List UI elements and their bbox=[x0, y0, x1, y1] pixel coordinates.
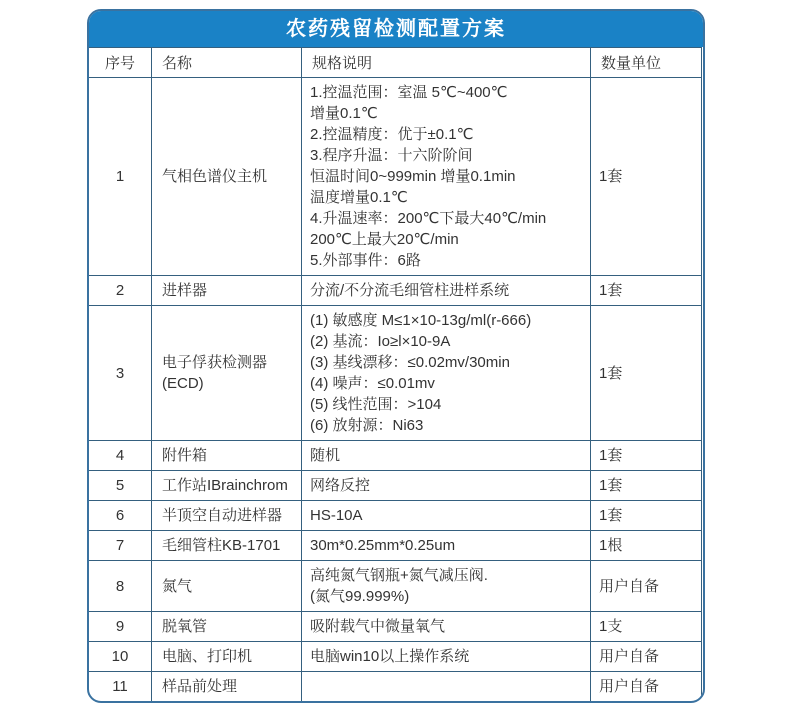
row-qty bbox=[591, 441, 702, 471]
row-qty bbox=[591, 672, 702, 702]
row-name-line: 附件箱 bbox=[162, 447, 208, 464]
row-name bbox=[152, 612, 302, 642]
row-spec-line: 1.控温范围：室温 5℃~400℃ bbox=[310, 84, 508, 101]
column-header-name: 名称 bbox=[152, 48, 302, 78]
row-name-line: (ECD) bbox=[162, 375, 204, 392]
config-plan-card bbox=[87, 9, 705, 703]
table-row bbox=[89, 561, 702, 612]
row-spec-line: HS-10A bbox=[310, 507, 363, 524]
row-index-line: 8 bbox=[115, 577, 125, 595]
row-spec-line: 5.外部事件：6路 bbox=[310, 252, 421, 269]
row-qty-line: 1套 bbox=[599, 168, 623, 185]
row-qty bbox=[591, 501, 702, 531]
row-name bbox=[152, 561, 302, 612]
row-spec-line: 4.升温速率：200℃下最大40℃/min bbox=[310, 210, 547, 227]
row-name-line: 电脑、打印机 bbox=[162, 648, 253, 665]
row-index bbox=[89, 612, 152, 642]
row-index bbox=[89, 642, 152, 672]
column-header-qty: 数量单位 bbox=[591, 48, 702, 78]
table-row bbox=[89, 471, 702, 501]
table-row bbox=[89, 642, 702, 672]
row-spec-line: 恒温时间0~999min 增量0.1min bbox=[310, 168, 516, 185]
row-spec-line: 随机 bbox=[310, 447, 341, 464]
row-index bbox=[89, 441, 152, 471]
row-name bbox=[152, 441, 302, 471]
config-table bbox=[88, 47, 702, 702]
row-qty-line: 1套 bbox=[599, 282, 623, 299]
row-name-line: 样品前处理 bbox=[162, 678, 238, 695]
row-name-line: 毛细管柱KB-1701 bbox=[162, 537, 281, 554]
row-name bbox=[152, 78, 302, 276]
table-row bbox=[89, 306, 702, 441]
row-index bbox=[89, 471, 152, 501]
row-spec-line: (2) 基流：Io≥l×10-9A bbox=[310, 333, 451, 350]
row-index-line: 3 bbox=[115, 364, 125, 382]
row-qty-line: 用户自备 bbox=[599, 648, 660, 665]
row-index bbox=[89, 306, 152, 441]
row-name-line: 电子俘获检测器 bbox=[162, 354, 268, 371]
row-qty-line: 1套 bbox=[599, 447, 623, 464]
row-index bbox=[89, 78, 152, 276]
row-name-line: 半顶空自动进样器 bbox=[162, 507, 283, 524]
row-spec-line: 网络反控 bbox=[310, 477, 371, 494]
row-index-line: 2 bbox=[115, 282, 125, 299]
row-qty bbox=[591, 306, 702, 441]
row-index bbox=[89, 276, 152, 306]
row-spec-line: (氮气99.999%) bbox=[310, 588, 410, 605]
table-row bbox=[89, 672, 702, 702]
row-qty-line: 1套 bbox=[599, 477, 623, 494]
row-index-line: 9 bbox=[115, 618, 125, 635]
row-name-line: 工作站IBrainchrom bbox=[162, 477, 288, 494]
row-spec bbox=[302, 672, 591, 702]
row-spec-line: (4) 噪声：≤0.01mv bbox=[310, 375, 435, 392]
row-qty bbox=[591, 642, 702, 672]
row-spec-line: (5) 线性范围：>104 bbox=[310, 396, 442, 413]
row-spec bbox=[302, 612, 591, 642]
row-index bbox=[89, 531, 152, 561]
row-name-line: 进样器 bbox=[162, 282, 208, 299]
row-spec bbox=[302, 501, 591, 531]
row-qty-line: 1套 bbox=[599, 507, 623, 524]
table-row bbox=[89, 501, 702, 531]
row-spec-line: 高纯氮气钢瓶+氮气减压阀. bbox=[310, 567, 488, 584]
row-spec bbox=[302, 78, 591, 276]
row-index-line: 5 bbox=[115, 477, 125, 494]
row-name bbox=[152, 672, 302, 702]
row-qty bbox=[591, 612, 702, 642]
row-spec bbox=[302, 471, 591, 501]
row-spec bbox=[302, 306, 591, 441]
column-header-index: 序号 bbox=[89, 48, 152, 78]
row-spec bbox=[302, 531, 591, 561]
page-title: 农药残留检测配置方案 bbox=[89, 11, 703, 47]
row-index bbox=[89, 501, 152, 531]
row-name-line: 脱氧管 bbox=[162, 618, 208, 635]
row-name bbox=[152, 471, 302, 501]
row-spec-line: 200℃上最大20℃/min bbox=[310, 231, 459, 248]
row-name bbox=[152, 642, 302, 672]
row-index bbox=[89, 561, 152, 612]
row-index bbox=[89, 672, 152, 702]
row-spec-line: 电脑win10以上操作系统 bbox=[310, 648, 470, 665]
row-name bbox=[152, 276, 302, 306]
row-index-line: 4 bbox=[115, 447, 125, 464]
row-qty bbox=[591, 78, 702, 276]
row-qty bbox=[591, 276, 702, 306]
row-qty-line: 1套 bbox=[599, 364, 623, 382]
table-row bbox=[89, 78, 702, 276]
row-spec-line: (3) 基线漂移：≤0.02mv/30min bbox=[310, 354, 510, 371]
row-spec-line: (6) 放射源：Ni63 bbox=[310, 417, 424, 434]
table-row bbox=[89, 531, 702, 561]
row-qty bbox=[591, 471, 702, 501]
row-name-line: 氮气 bbox=[162, 577, 193, 595]
row-qty-line: 用户自备 bbox=[599, 577, 660, 595]
row-index-line: 11 bbox=[112, 678, 128, 695]
row-name bbox=[152, 501, 302, 531]
row-qty-line: 1支 bbox=[599, 618, 623, 635]
row-index-line: 10 bbox=[111, 648, 129, 665]
row-spec-line: 增量0.1℃ bbox=[310, 105, 378, 122]
table-row bbox=[89, 441, 702, 471]
column-header-spec: 规格说明 bbox=[302, 48, 591, 78]
row-spec-line: 3.程序升温：十六阶阶间 bbox=[310, 147, 473, 164]
table-header-row bbox=[89, 48, 702, 78]
table-row bbox=[89, 612, 702, 642]
table-row bbox=[89, 276, 702, 306]
row-spec bbox=[302, 441, 591, 471]
row-qty-line: 1根 bbox=[599, 537, 623, 554]
row-name bbox=[152, 531, 302, 561]
row-spec bbox=[302, 276, 591, 306]
row-name bbox=[152, 306, 302, 441]
row-spec-line: 2.控温精度：优于±0.1℃ bbox=[310, 126, 474, 143]
row-index-line: 7 bbox=[115, 537, 125, 554]
row-spec bbox=[302, 642, 591, 672]
row-qty bbox=[591, 561, 702, 612]
config-table-body bbox=[89, 78, 702, 702]
row-name-line: 气相色谱仪主机 bbox=[162, 168, 268, 185]
row-spec-line: (1) 敏感度 M≤1×10-13g/ml(r-666) bbox=[310, 312, 532, 329]
row-index-line: 6 bbox=[115, 507, 125, 524]
row-qty bbox=[591, 531, 702, 561]
row-spec-line: 分流/不分流毛细管柱进样系统 bbox=[310, 282, 510, 299]
row-spec-line: 温度增量0.1℃ bbox=[310, 189, 408, 206]
row-index-line: 1 bbox=[115, 168, 125, 185]
row-spec bbox=[302, 561, 591, 612]
row-spec-line: 30m*0.25mm*0.25um bbox=[310, 537, 456, 554]
row-spec-line: 吸附载气中微量氧气 bbox=[310, 618, 446, 635]
row-qty-line: 用户自备 bbox=[599, 678, 660, 695]
